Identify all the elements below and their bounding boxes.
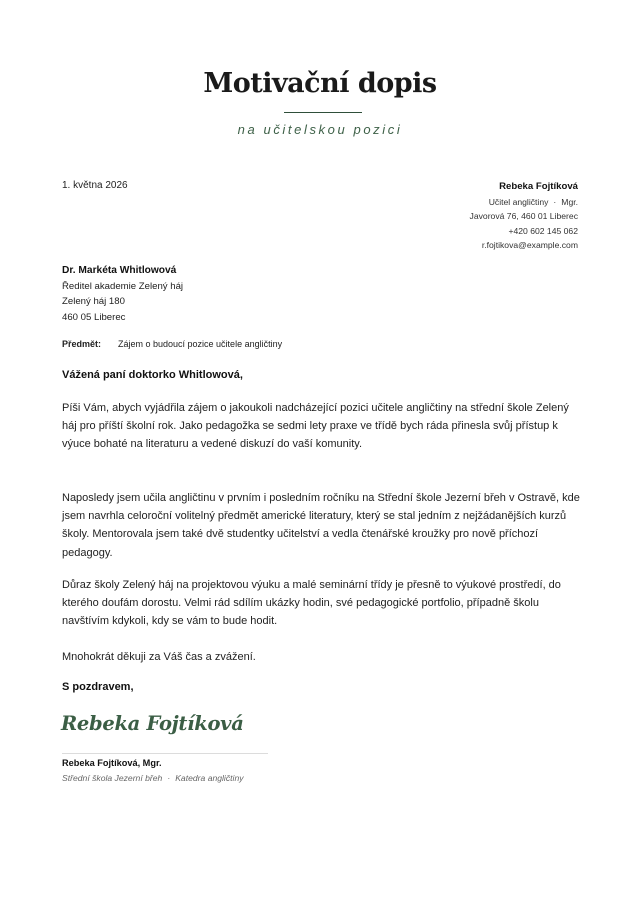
sender-phone: +420 602 145 062 <box>508 225 578 236</box>
recipient-block <box>62 263 183 325</box>
body-paragraph-1: Píši Vám, abych vyjádřila zájem o jakoukoli nadcházející pozici učitele angličtiny na střední škole Zelený háj pro příští školní rok. Jako pedagožka se sedmi lety praxe ve třídě bych ráda přinesla svůj přístup k výuce bohaté na literaturu a vedené diskuzí do vaší komunity. <box>62 402 569 451</box>
sender-address: Javorová 76, 460 01 Liberec <box>469 211 578 222</box>
page-subtitle: na učitelskou pozici <box>237 122 403 137</box>
page-title: Motivační dopis <box>203 68 437 99</box>
sender-name: Rebeka Fojtíková <box>499 181 578 192</box>
sender-role: Učitel angličtiny <box>488 196 549 207</box>
subject-text: Zájem o budoucí pozice učitele angličtiny <box>118 339 283 349</box>
signature-school: Střední škola Jezerní břeh <box>62 773 163 783</box>
signature-divider <box>62 753 268 754</box>
subject-label: Předmět: <box>62 339 102 349</box>
letter-date: 1. května 2026 <box>62 180 128 191</box>
body-paragraph-3: Důraz školy Zelený háj na projektovou výuku a malé seminární třídy je přesně to výukové prostředí, do kterého doufám dorostu. Velmi rád sdílím ukázky hodin, své pedagogické portfolio, případně školu navštívím kdykoli, kdy se vám to bude hodit. <box>62 579 561 628</box>
sender-separator: · <box>553 196 557 207</box>
salutation: Vážená paní doktorko Whitlowová, <box>62 369 243 381</box>
signature-printed-name: Rebeka Fojtíková, Mgr. <box>62 758 162 768</box>
recipient-city: 460 05 Liberec <box>62 311 126 323</box>
sender-degree: Mgr. <box>561 196 578 207</box>
recipient-name: Dr. Markéta Whitlowová <box>62 265 177 276</box>
recipient-title: Ředitel akademie Zelený háj <box>62 280 184 292</box>
closing: S pozdravem, <box>62 681 134 693</box>
title-divider <box>284 112 362 113</box>
handwritten-signature: Rebeka Fojtíková <box>61 712 244 735</box>
signature-affiliation <box>62 773 244 783</box>
signature-department: Katedra angličtiny <box>175 773 244 783</box>
recipient-street: Zelený háj 180 <box>62 296 125 308</box>
sender-block <box>470 180 578 253</box>
signature-separator: · <box>167 773 171 783</box>
body-paragraph-2: Naposledy jsem učila angličtinu v prvním i posledním ročníku na Střední škole Jezerní břeh v Ostravě, kde jsem navrhla celoroční volitelný předmět americké literatury, který se stal jedním z nejžádanějších kurzů školy. Mentorovala jsem také dvě studentky učitelství a vedla čtenářské kroužky pro nově příchozí pedagogy. <box>62 492 580 559</box>
sender-email: r.fojtikova@example.com <box>481 240 578 251</box>
subject-line <box>62 339 282 349</box>
sender-role-line <box>470 195 578 210</box>
body-paragraph-4: Mnohokrát děkuji za Váš čas a zvážení. <box>62 651 256 663</box>
